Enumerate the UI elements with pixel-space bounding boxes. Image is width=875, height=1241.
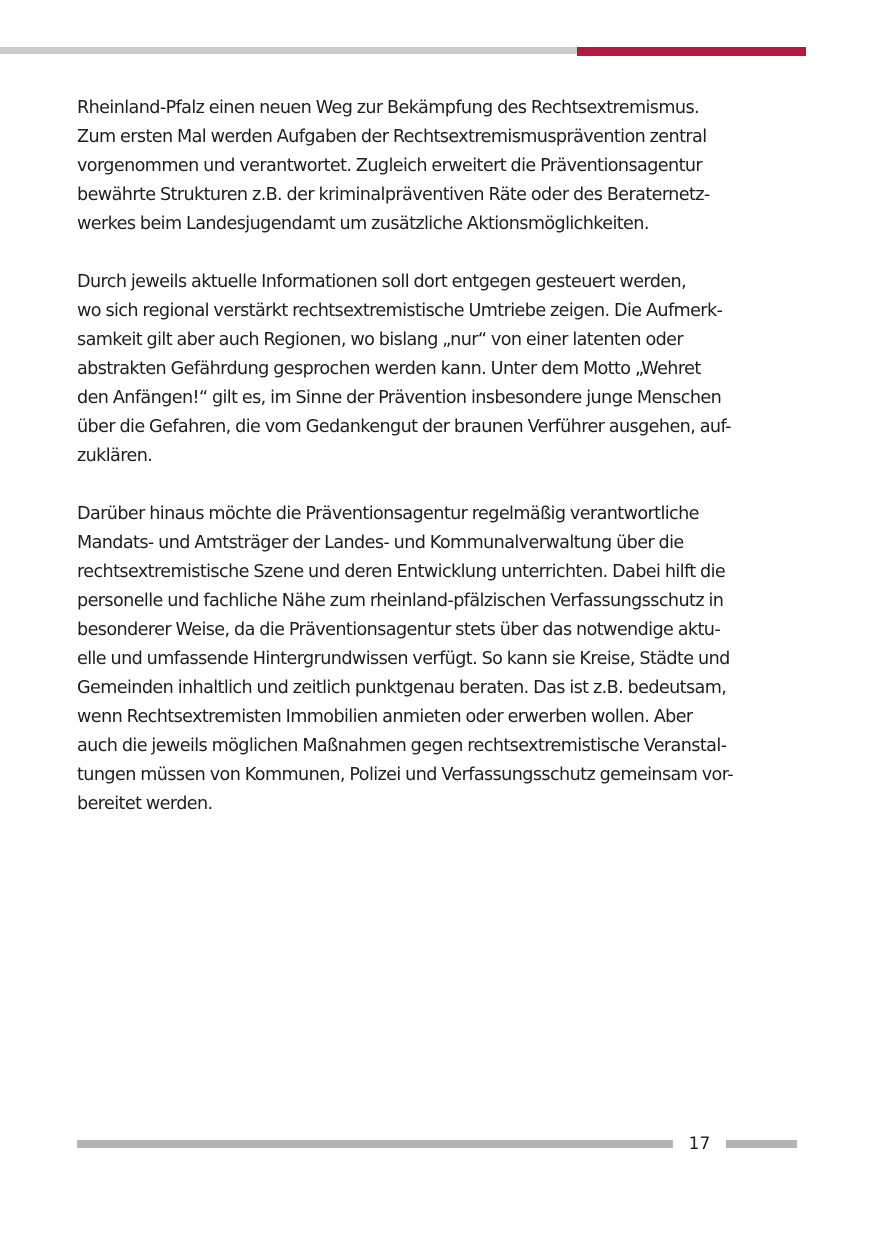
page-number: 17 bbox=[688, 1134, 711, 1154]
header-accent-bar bbox=[577, 47, 806, 56]
paragraph-3: Darüber hinaus möchte die Präventionsagentur regelmäßig verantwortliche Mandats- und Amtsträger der Landes- und Kommunalverwaltung über die rechtsextremistische Szene und deren Entwicklung unterrichten. Dabei hilft die personelle und fachliche Nähe zum rheinland-pfälzischen Verfassungsschutz in besonderer Weise, da die Präventionsagentur stets über das notwendige aktu- elle und umfassende Hintergrundwissen verfügt. So kann sie Kreise, Städte und Gemeinden inhaltlich und zeitlich punktgenau beraten. Das ist z.B. bedeutsam, wenn Rechtsextremisten Immobilien anmieten oder erwerben wollen. Aber auch die jeweils möglichen Maßnahmen gegen rechtsextremistische Veranstal- tungen müssen von Kommunen, Polizei und Verfassungsschutz gemeinsam vor- bereitet werden. bbox=[77, 504, 733, 814]
footer-rule-right bbox=[726, 1140, 797, 1148]
paragraph-1: Rheinland-Pfalz einen neuen Weg zur Bekämpfung des Rechtsextremismus. Zum ersten Mal werden Aufgaben der Rechtsextremismusprävention zentral vorgenommen und verantwortet. Zugleich erweitert die Präventionsagentur bewährte Strukturen z.B. der kriminalpräventiven Räte oder des Beraternetz- werkes beim Landesjugendamt um zusätzliche Aktionsmöglichkeiten. bbox=[77, 98, 710, 234]
body-text bbox=[77, 94, 807, 848]
paragraph-2: Durch jeweils aktuelle Informationen soll dort entgegen gesteuert werden, wo sich regional verstärkt rechtsextremistische Umtriebe zeigen. Die Aufmerk- samkeit gilt aber auch Regionen, wo bislang „nur“ von einer latenten oder abstrakten Gefährdung gesprochen werden kann. Unter dem Motto „Wehret den Anfängen!“ gilt es, im Sinne der Prävention insbesondere junge Menschen über die Gefahren, die vom Gedankengut der braunen Verführer ausgehen, auf- zuklären. bbox=[77, 272, 731, 466]
footer-rule-left bbox=[77, 1140, 673, 1148]
header-rule bbox=[0, 47, 577, 54]
